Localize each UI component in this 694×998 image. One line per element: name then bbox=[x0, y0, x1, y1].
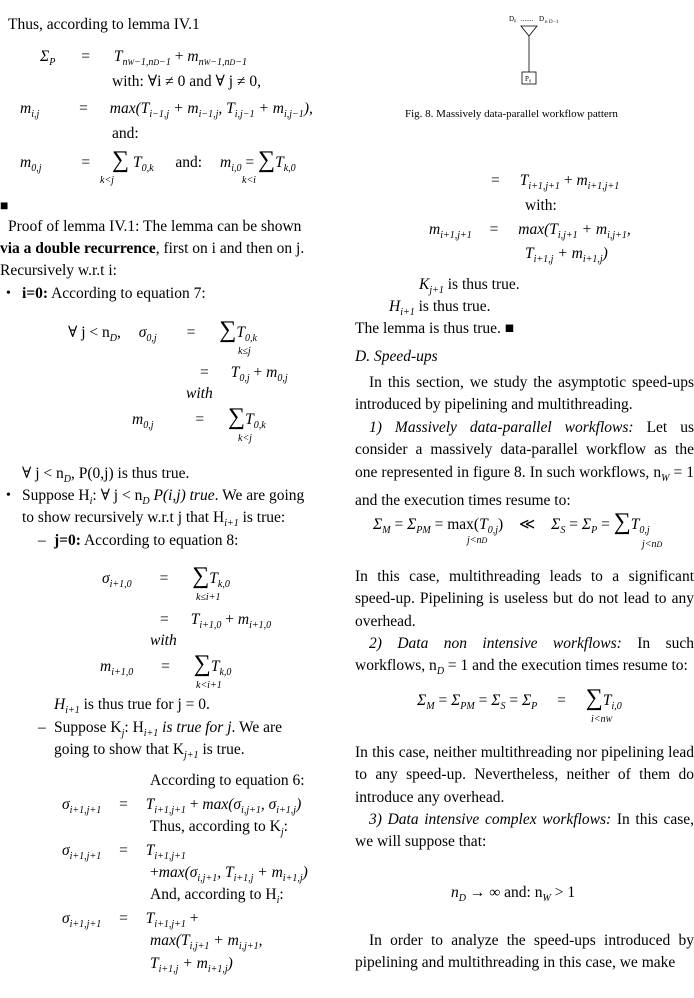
lemma-true: The lemma is thus true. ■ bbox=[355, 320, 515, 337]
suppose-kj-line-2: going to show that $K_{j+1}$ is true. bbox=[54, 741, 245, 761]
label-dnd-sub: n bbox=[545, 20, 548, 25]
hi1-true: $H_{i+1}$ is thus true. bbox=[389, 298, 491, 318]
proof-line-3: Recursively w.r.t i: bbox=[0, 262, 117, 279]
according-kj: Thus, according to $K_j$: bbox=[150, 818, 288, 838]
subsection-3: 3) Data intensive complex workflows: In this case, we will suppose that: bbox=[355, 811, 694, 851]
sum-under-i-lt-nw: i<nW bbox=[591, 714, 613, 725]
subsection-1: 1) Massively data-parallel workflows: Let us consider a massively data-parallel workflow as the one represented in figure 8. In such workflows, $n_W = 1$ and the execution times resume to: bbox=[355, 419, 694, 510]
sum-under-k-le-i1: k≤i+1 bbox=[196, 592, 221, 603]
speedup-eq-2: $\Sigma_M = \Sigma_{PM} = \Sigma_S = \Sigma_P = \sum T_{i,0}$ bbox=[417, 685, 622, 712]
sigma-i1-j1-kj-cont: $+\max(\sigma_{i,j+1}$, $T_{i+1,j} + m_{i+1,j}$) bbox=[150, 864, 308, 884]
merge-triangle bbox=[521, 26, 537, 36]
with-word-right: with: bbox=[525, 197, 557, 214]
m-i1-0-sum: $m_{i+1,0} = \sum T_{k,0}$ bbox=[100, 651, 232, 678]
sigma-0j-step: = $T_{0,j} + m_{0,j}$ bbox=[200, 364, 288, 384]
according-hi: And, according to $H_i$: bbox=[150, 886, 284, 906]
subsection-2-conclusion: In this case, neither multithreading nor pipelining lead to any speed-up. Nevertheless, neither of them do introduce any overhead. bbox=[355, 744, 694, 806]
and-word-2: and: bbox=[175, 154, 203, 171]
according-eq6: According to equation 6: bbox=[150, 772, 305, 789]
sum-under-k-lt-j-2: k<j bbox=[238, 433, 252, 444]
sigma-i1-j1-hi-cont1: $\max(T_{i,j+1} + m_{i,j+1}$, bbox=[150, 932, 263, 952]
label-dnd-sub3: −1 bbox=[553, 20, 559, 25]
sigma-i1-j1-hi: $\sigma_{i+1,j+1} = T_{i+1,j+1}$ + bbox=[62, 910, 199, 930]
sigma-i1-j1-hi-cont2: $T_{i+1,j} + m_{i+1,j}$) bbox=[150, 955, 233, 975]
sigma-i1-0-step: = $T_{i+1,0} + m_{i+1,0}$ bbox=[160, 611, 272, 631]
bullet-dot: • bbox=[6, 286, 11, 301]
m0j-sum: $m_{0,j} = \sum T_{0,k}$ bbox=[132, 404, 266, 431]
speedup-eq-1: $\Sigma_M = \Sigma_{PM} = \max(T_{0,j})$ ≪ $\Sigma_S = \Sigma_P = \sum T_{0,j}$ bbox=[373, 509, 650, 536]
sum-under-k-le-j: k≤j bbox=[238, 346, 251, 357]
continuation-eq-1: = $T_{i+1,j+1} + m_{i+1,j+1}$ bbox=[491, 172, 620, 192]
subsection-1-conclusion: In this case, multithreading leads to a significant speed-up. Pipelining is useless but do not lead to any overhead. bbox=[355, 568, 694, 630]
with-word: with bbox=[186, 385, 213, 402]
with-condition: with: ∀i ≠ 0 and ∀ j ≠ 0, bbox=[112, 73, 261, 90]
suppose-hi-line-1: Suppose $H_i$: ∀ $j < n_D$ P(i,j) true. We are going bbox=[22, 487, 305, 507]
qed-box: ■ bbox=[0, 199, 9, 214]
sigma-i1-j1-eq6: $\sigma_{i+1,j+1} = T_{i+1,j+1} + \max(\sigma_{i,j+1}$, $\sigma_{i+1,j}$) bbox=[62, 796, 302, 816]
with-word: with bbox=[150, 632, 177, 649]
hi1-true-j0: $H_{i+1}$ is thus true for j = 0. bbox=[54, 696, 210, 716]
speedup-eq-3: $n_D$ → ∞ and: $n_W > 1$ bbox=[451, 884, 576, 904]
figure-caption: Fig. 8. Massively data-parallel workflow pattern bbox=[405, 108, 618, 120]
bullet-i0: i=0: According to equation 7: bbox=[22, 285, 206, 302]
max-under-j-lt-nd: j<nD bbox=[467, 535, 488, 546]
sum-under-k-lt-i1: k<i+1 bbox=[196, 680, 222, 691]
proof-line-1: Proof of lemma IV.1: The lemma can be shown bbox=[8, 218, 302, 235]
and-word: and: bbox=[112, 125, 139, 142]
sum-under-j-lt-nd: j<nD bbox=[642, 539, 663, 550]
proof-line-2: via a double recurrence, first on i and then on j. bbox=[0, 240, 305, 257]
dash-marker: – bbox=[38, 719, 46, 736]
figure-8 bbox=[505, 8, 575, 88]
intro-line: Thus, according to lemma IV.1 bbox=[8, 16, 200, 33]
sigma-i1-0-equation: $\sigma_{i+1,0} = \sum T_{k,0}$ bbox=[102, 563, 230, 590]
section-intro: In this section, we study the asymptotic speed-ups introduced by pipelining and multithreading. bbox=[355, 374, 694, 414]
kj1-true: $K_{j+1}$ is thus true. bbox=[419, 276, 520, 296]
section-heading: D. Speed-ups bbox=[355, 348, 438, 365]
sum-under-k-lt-i: k<i bbox=[242, 175, 256, 186]
suppose-hi-line-2: to show recursively w.r.t j that $H_{i+1}$ is true: bbox=[22, 509, 286, 529]
label-p0: P₀ bbox=[525, 75, 532, 83]
workflow-diagram bbox=[505, 8, 575, 88]
m-ij-equation: $m_{i,j} = \max(T_{i-1,j} + m_{i-1,j}$, $T_{i,j-1} + m_{i,j-1}$), bbox=[20, 100, 313, 120]
p0j-conclusion: ∀ $j < n_D$, P(0,j) is thus true. bbox=[22, 465, 190, 485]
suppose-kj-line-1: Suppose $K_j$: $H_{i+1}$ is true for j. We are bbox=[54, 719, 283, 739]
label-d0: D₀ bbox=[509, 15, 517, 23]
sum-under-k-lt-j: k<j bbox=[100, 175, 114, 186]
m-i1-j1-equation: $m_{i+1,j+1} = \max(T_{i,j+1} + m_{i,j+1}$, bbox=[429, 221, 631, 241]
label-dnd: D bbox=[539, 15, 545, 23]
bullet-dot: • bbox=[6, 488, 11, 503]
m-i1-j1-cont: $T_{i+1,j} + m_{i+1,j}$) bbox=[525, 245, 608, 265]
sigma-i1-j1-kj: $\sigma_{i+1,j+1} = T_{i+1,j+1}$ bbox=[62, 842, 186, 862]
label-dots: ....... bbox=[521, 15, 534, 23]
sigma-p-equation: $\Sigma_P = T_{nW-1,nD-1} + m_{nW-1,nD-1}$ bbox=[40, 48, 248, 68]
dash-j0: j=0: According to equation 8: bbox=[54, 532, 239, 549]
m0j-equation: $m_{0,j}$ = ∑ $T_{0,k}$ and: $m_{i,0} = \sum T_{k,0}$ bbox=[20, 147, 296, 174]
final-paragraph: In order to analyze the speed-ups introduced by pipelining and multithreading in this case, we make bbox=[355, 932, 694, 972]
subsection-2: 2) Data non intensive workflows: In such workflows, $n_D = 1$ and the execution times resume to: bbox=[355, 635, 694, 678]
sigma-0j-equation: ∀ $j < n_D$, $\sigma_{0,j} = \sum T_{0,k}$ bbox=[68, 317, 257, 344]
dash-marker: – bbox=[38, 532, 46, 549]
label-dnd-sub2: D bbox=[549, 20, 553, 25]
